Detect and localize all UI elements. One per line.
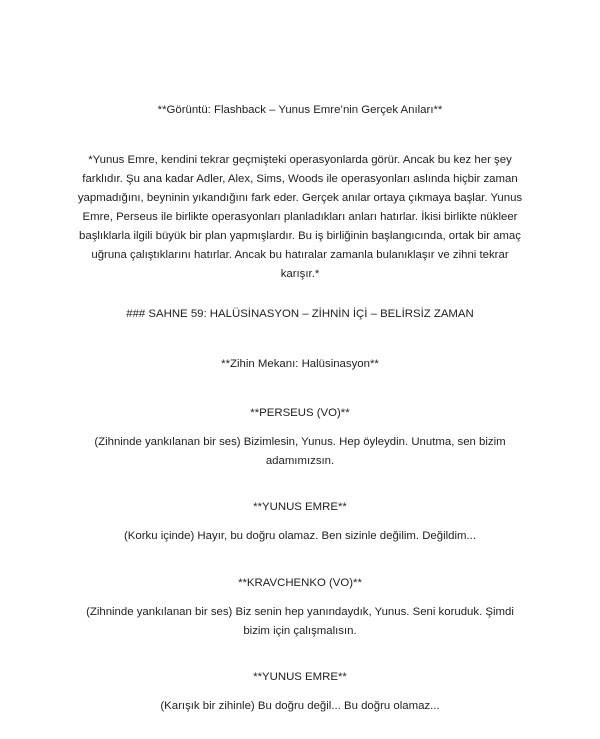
character-name-perseus: **PERSEUS (VO)**	[250, 407, 350, 419]
location-heading: **Zihin Mekanı: Halüsinasyon**	[221, 358, 379, 370]
description-line: Emre, Perseus ile birlikte operasyonları planladıkları anları hatırlar. İkisi birlikte nükleer	[82, 211, 518, 223]
description-line: *Yunus Emre, kendini tekrar geçmişteki operasyonlarda görür. Ancak bu kez her şey	[88, 154, 512, 166]
dialogue-line: (Karışık bir zihinle) Bu doğru değil... Bu doğru olamaz...	[160, 700, 440, 712]
scene-title: ### SAHNE 59: HALÜSİNASYON – ZİHNİN İÇİ – BELİRSİZ ZAMAN	[126, 308, 474, 320]
description-line: uğruna çalıştıklarını hatırlar. Ancak bu hatıralar zamanla bulanıklaşır ve zihni tekrar	[91, 249, 509, 261]
character-name-kravchenko: **KRAVCHENKO (VO)**	[238, 577, 362, 589]
dialogue-line: (Korku içinde) Hayır, bu doğru olamaz. Ben sizinle değilim. Değildim...	[124, 530, 476, 542]
description-line: farklıdır. Şu ana kadar Adler, Alex, Sims, Woods ile operasyonları aslında hiçbir zaman	[82, 173, 518, 185]
character-name-yunus-emre: **YUNUS EMRE**	[253, 501, 347, 513]
description-line: başlıklarla ilgili büyük bir plan yapmışlardır. Bu iş birliğinin başlangıcında, ortak bir amaç	[79, 230, 521, 242]
character-name-yunus-emre-2: **YUNUS EMRE**	[253, 671, 347, 683]
flashback-heading: **Görüntü: Flashback – Yunus Emre’nin Gerçek Anıları**	[157, 104, 443, 116]
dialogue-line: (Zihninde yankılanan bir ses) Bizimlesin, Yunus. Hep öyleydin. Unutma, sen bizim	[94, 436, 506, 448]
dialogue-line: bizim için çalışmalısın.	[243, 625, 357, 637]
dialogue-line: adamımızsın.	[265, 455, 335, 467]
description-line: yapmadığını, beyninin yıkandığını fark eder. Gerçek anılar ortaya çıkmaya başlar. Yunus	[77, 192, 523, 204]
dialogue-line: (Zihninde yankılanan bir ses) Biz senin hep yanındaydık, Yunus. Seni koruduk. Şimdi	[86, 606, 514, 618]
description-line: karışır.*	[280, 268, 320, 280]
